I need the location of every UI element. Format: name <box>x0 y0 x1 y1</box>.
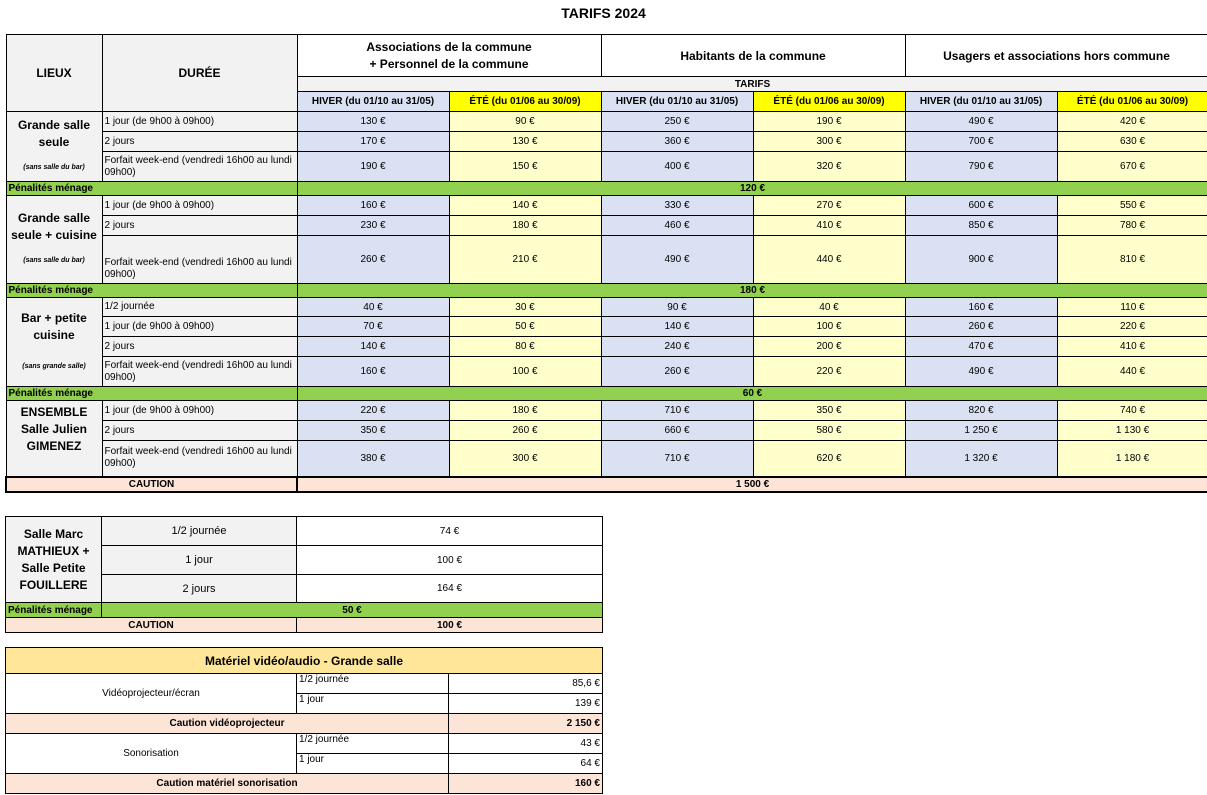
price-cell: 460 € <box>601 216 753 236</box>
price-cell: 40 € <box>753 298 905 317</box>
price-cell: 139 € <box>449 694 603 714</box>
season-header-ete: ÉTÉ (du 01/06 au 30/09) <box>1057 92 1207 112</box>
price-cell: 130 € <box>297 112 449 132</box>
season-header-hiver: HIVER (du 01/10 au 31/05) <box>905 92 1057 112</box>
season-header-hiver: HIVER (du 01/10 au 31/05) <box>601 92 753 112</box>
price-cell: 160 € <box>297 196 449 216</box>
table-row <box>6 216 1207 236</box>
price-cell: 190 € <box>297 152 449 182</box>
duree-cell: Forfait week-end (vendredi 16h00 au lundi 09h00) <box>102 236 297 284</box>
table-row <box>6 236 1207 284</box>
duree-cell: Forfait week-end (vendredi 16h00 au lundi 09h00) <box>102 357 297 387</box>
duree-cell: 1 jour (de 9h00 à 09h00) <box>102 112 297 132</box>
lieu-cell <box>6 112 102 182</box>
price-cell: 780 € <box>1057 216 1207 236</box>
caution-row <box>6 774 603 794</box>
header-lieux: LIEUX <box>6 35 102 112</box>
price-cell: 210 € <box>449 236 601 284</box>
group-header-line-1: Associations de la commune <box>366 39 532 54</box>
duree-cell: 2 jours <box>102 421 297 441</box>
caution-label: CAUTION <box>6 618 297 633</box>
caution-value: 100 € <box>297 618 603 633</box>
table-row <box>6 132 1207 152</box>
table-row <box>6 734 603 754</box>
penalty-row <box>6 284 1207 298</box>
group-header-usagers: Usagers et associations hors commune <box>905 35 1207 77</box>
tarifs-header: TARIFS <box>297 77 1207 92</box>
price-cell: 790 € <box>905 152 1057 182</box>
price-cell: 300 € <box>449 441 601 477</box>
table-row <box>6 298 1207 317</box>
penalty-value: 60 € <box>297 387 1207 401</box>
duree-cell: 1 jour <box>297 754 449 774</box>
price-cell: 250 € <box>601 112 753 132</box>
price-cell: 240 € <box>601 337 753 357</box>
penalty-label: Pénalités ménage <box>6 387 297 401</box>
duree-cell: 1 jour <box>297 694 449 714</box>
price-cell: 360 € <box>601 132 753 152</box>
price-cell: 440 € <box>753 236 905 284</box>
materiel-table <box>5 647 603 794</box>
price-cell: 150 € <box>449 152 601 182</box>
lieu-label: Grande salle seule <box>17 118 91 149</box>
table-row <box>6 357 1207 387</box>
season-header-ete: ÉTÉ (du 01/06 au 30/09) <box>753 92 905 112</box>
price-cell: 85,6 € <box>449 674 603 694</box>
caution-value: 160 € <box>449 774 603 794</box>
penalty-value: 180 € <box>297 284 1207 298</box>
price-cell: 1 130 € <box>1057 421 1207 441</box>
price-cell: 420 € <box>1057 112 1207 132</box>
table-row <box>6 152 1207 182</box>
duree-cell: 1/2 journée <box>297 734 449 754</box>
price-cell: 350 € <box>753 401 905 421</box>
lieu-label: Grande salle seule + cuisine <box>11 211 97 242</box>
price-cell: 220 € <box>297 401 449 421</box>
price-cell: 100 € <box>297 546 603 575</box>
price-cell: 220 € <box>1057 317 1207 337</box>
caution-value: 2 150 € <box>449 714 603 734</box>
price-cell: 130 € <box>449 132 601 152</box>
table-row <box>6 421 1207 441</box>
price-cell: 710 € <box>601 401 753 421</box>
lieu-note: (sans grande salle) <box>22 362 86 370</box>
duree-cell: 1 jour (de 9h00 à 09h00) <box>102 317 297 337</box>
season-header-ete: ÉTÉ (du 01/06 au 30/09) <box>449 92 601 112</box>
table-row <box>6 441 1207 477</box>
price-cell: 190 € <box>753 112 905 132</box>
equipment-label: Sonorisation <box>6 734 297 774</box>
price-cell: 100 € <box>753 317 905 337</box>
price-cell: 1 250 € <box>905 421 1057 441</box>
price-cell: 180 € <box>449 216 601 236</box>
price-cell: 490 € <box>601 236 753 284</box>
price-cell: 140 € <box>449 196 601 216</box>
price-cell: 580 € <box>753 421 905 441</box>
price-cell: 810 € <box>1057 236 1207 284</box>
price-cell: 300 € <box>753 132 905 152</box>
duree-cell: 1 jour (de 9h00 à 09h00) <box>102 401 297 421</box>
price-cell: 140 € <box>601 317 753 337</box>
penalty-value: 120 € <box>297 182 1207 196</box>
caution-row <box>6 477 1207 492</box>
caution-value: 1 500 € <box>297 477 1207 492</box>
price-cell: 900 € <box>905 236 1057 284</box>
price-cell: 100 € <box>449 357 601 387</box>
table-row <box>6 337 1207 357</box>
caution-label: Caution matériel sonorisation <box>6 774 449 794</box>
duree-cell: 1/2 journée <box>102 517 297 546</box>
duree-cell: 1 jour (de 9h00 à 09h00) <box>102 196 297 216</box>
lieu-cell <box>6 298 102 387</box>
price-cell: 260 € <box>601 357 753 387</box>
table-row <box>6 401 1207 421</box>
table-row <box>6 317 1207 337</box>
price-cell: 164 € <box>297 575 603 603</box>
price-cell: 630 € <box>1057 132 1207 152</box>
group-header-line-2: + Personnel de la commune <box>369 56 529 71</box>
lieu-cell: ENSEMBLE Salle Julien GIMENEZ <box>6 401 102 477</box>
price-cell: 70 € <box>297 317 449 337</box>
price-cell: 620 € <box>753 441 905 477</box>
price-cell: 160 € <box>905 298 1057 317</box>
price-cell: 270 € <box>753 196 905 216</box>
price-cell: 490 € <box>905 357 1057 387</box>
table-row <box>6 196 1207 216</box>
price-cell: 670 € <box>1057 152 1207 182</box>
price-cell: 160 € <box>297 357 449 387</box>
price-cell: 260 € <box>905 317 1057 337</box>
price-cell: 40 € <box>297 298 449 317</box>
price-cell: 1 320 € <box>905 441 1057 477</box>
price-cell: 200 € <box>753 337 905 357</box>
price-cell: 600 € <box>905 196 1057 216</box>
marc-mathieux-table <box>5 516 603 633</box>
duree-cell: Forfait week-end (vendredi 16h00 au lundi 09h00) <box>102 152 297 182</box>
price-cell: 90 € <box>601 298 753 317</box>
main-tariff-table <box>5 34 1207 493</box>
price-cell: 260 € <box>449 421 601 441</box>
price-cell: 470 € <box>905 337 1057 357</box>
group-header-habitants: Habitants de la commune <box>601 35 905 77</box>
price-cell: 64 € <box>449 754 603 774</box>
penalty-row <box>6 182 1207 196</box>
duree-cell: 2 jours <box>102 216 297 236</box>
price-cell: 180 € <box>449 401 601 421</box>
price-cell: 350 € <box>297 421 449 441</box>
price-cell: 90 € <box>449 112 601 132</box>
equipment-label: Vidéoprojecteur/écran <box>6 674 297 714</box>
price-cell: 140 € <box>297 337 449 357</box>
page-title: TARIFS 2024 <box>561 5 646 21</box>
penalty-label: Pénalités ménage <box>6 284 297 298</box>
price-cell: 710 € <box>601 441 753 477</box>
price-cell: 380 € <box>297 441 449 477</box>
header-duree: DURÉE <box>102 35 297 112</box>
price-cell: 170 € <box>297 132 449 152</box>
lieu-cell <box>6 196 102 284</box>
price-cell: 230 € <box>297 216 449 236</box>
materiel-title: Matériel vidéo/audio - Grande salle <box>6 648 603 674</box>
duree-cell: 2 jours <box>102 575 297 603</box>
penalty-label: Pénalités ménage <box>6 182 297 196</box>
table-row <box>6 112 1207 132</box>
duree-cell: 1 jour <box>102 546 297 575</box>
lieu-cell: Salle Marc MATHIEUX + Salle Petite FOUILLERE <box>6 517 102 603</box>
price-cell: 74 € <box>297 517 603 546</box>
penalty-row <box>6 387 1207 401</box>
price-cell: 43 € <box>449 734 603 754</box>
table-row <box>6 517 603 546</box>
price-cell: 1 180 € <box>1057 441 1207 477</box>
duree-cell: 1/2 journée <box>297 674 449 694</box>
price-cell: 50 € <box>449 317 601 337</box>
table-row <box>6 674 603 694</box>
price-cell: 320 € <box>753 152 905 182</box>
price-cell: 490 € <box>905 112 1057 132</box>
price-cell: 80 € <box>449 337 601 357</box>
duree-cell: 2 jours <box>102 337 297 357</box>
penalty-label: Pénalités ménage <box>6 603 102 618</box>
price-cell: 220 € <box>753 357 905 387</box>
price-cell: 820 € <box>905 401 1057 421</box>
lieu-label: Bar + petite cuisine <box>21 310 87 342</box>
price-cell: 260 € <box>297 236 449 284</box>
duree-cell: 2 jours <box>102 132 297 152</box>
price-cell: 550 € <box>1057 196 1207 216</box>
season-header-hiver: HIVER (du 01/10 au 31/05) <box>297 92 449 112</box>
caution-label: CAUTION <box>6 477 297 492</box>
price-cell: 110 € <box>1057 298 1207 317</box>
price-cell: 400 € <box>601 152 753 182</box>
penalty-value: 50 € <box>102 603 603 618</box>
penalty-row <box>6 603 603 618</box>
price-cell: 410 € <box>1057 337 1207 357</box>
price-cell: 850 € <box>905 216 1057 236</box>
price-cell: 410 € <box>753 216 905 236</box>
caution-row <box>6 714 603 734</box>
price-cell: 660 € <box>601 421 753 441</box>
price-cell: 330 € <box>601 196 753 216</box>
price-cell: 700 € <box>905 132 1057 152</box>
lieu-note: (sans salle du bar) <box>23 257 85 264</box>
price-cell: 440 € <box>1057 357 1207 387</box>
duree-cell: Forfait week-end (vendredi 16h00 au lundi 09h00) <box>102 441 297 477</box>
price-cell: 30 € <box>449 298 601 317</box>
price-cell: 740 € <box>1057 401 1207 421</box>
duree-cell: 1/2 journée <box>102 298 297 317</box>
caution-row <box>6 618 603 633</box>
lieu-note: (sans salle du bar) <box>23 164 85 171</box>
group-header-associations <box>297 35 601 77</box>
caution-label: Caution vidéoprojecteur <box>6 714 449 734</box>
